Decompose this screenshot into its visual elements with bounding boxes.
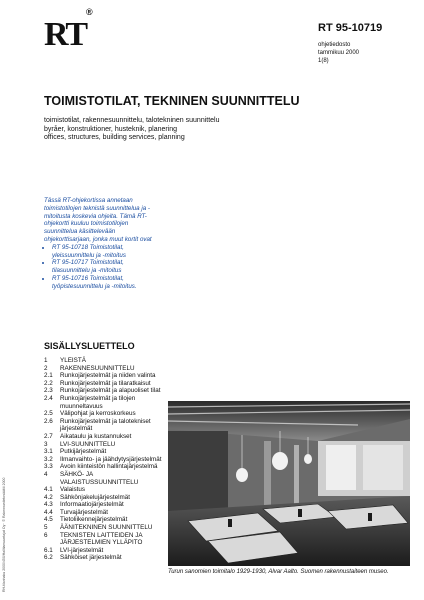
toc-item	[44, 554, 166, 562]
toc-item-number: 4.2	[44, 493, 53, 501]
toc-item	[44, 486, 166, 494]
toc-item-number: 3	[44, 440, 48, 448]
document-type: ohjetiedosto	[318, 42, 351, 48]
toc-item-text: Välipohjat ja kerroskorkeus	[60, 410, 136, 418]
toc-item-number: 2.5	[44, 410, 53, 418]
toc-item-text: Ilmanvaihto- ja jäähdytysjärjestelmät	[60, 455, 162, 463]
sidebar-print-info: RH-tilanhaku 2000/450/Hallitamuuntajat Oy · © Rakennustietosäätiö 2000	[2, 477, 6, 592]
toc-item-text: Valaistus	[60, 486, 86, 494]
toc-item-text: Runkojärjestelmät ja tilojen muunneltavuus	[60, 394, 136, 410]
toc-item-number: 3.1	[44, 448, 53, 456]
keywords-fi: toimistotilat, rakennesuunnittelu, talotekninen suunnittelu	[44, 117, 220, 124]
document-number: RT 95-10719	[318, 22, 383, 34]
document-date: tammikuu 2000	[318, 50, 360, 56]
toc-item	[44, 547, 166, 555]
toc-item-text: Informaatiojärjestelmät	[60, 501, 124, 509]
toc-item-text: Turvajärjestelmät	[60, 508, 109, 516]
toc-item	[44, 387, 166, 395]
toc-heading: SISÄLLYSLUETTELO	[44, 341, 135, 351]
toc-item-text: Runkojärjestelmät ja tilaratkaisut	[60, 379, 151, 387]
toc-item	[44, 509, 166, 517]
page-title: TOIMISTOTILAT, TEKNINEN SUUNNITTELU	[44, 94, 300, 108]
toc-item	[44, 395, 166, 410]
toc-item	[44, 418, 166, 433]
toc-item	[44, 433, 166, 441]
toc-item-number: 2.2	[44, 379, 53, 387]
toc-item-text: LVI-SUUNNITTELU	[60, 440, 116, 448]
toc-item	[44, 365, 166, 373]
toc-item-text: Runkojärjestelmät ja niiden valinta	[60, 372, 156, 380]
related-card: • RT 95-10718 Toimistotilat, yleissuunnittelu ja -mitoitus	[52, 244, 162, 260]
toc-item	[44, 494, 166, 502]
toc-item-number: 5	[44, 524, 48, 532]
keywords-sv: byråer, konstruktioner, husteknik, planering	[44, 125, 178, 133]
toc-item-text: Sähkönjakelujärjestelmät	[60, 493, 131, 501]
toc-item-text: ÄÄNITEKNINEN SUUNNITTELU	[60, 524, 153, 532]
toc-item	[44, 456, 166, 464]
toc-item-number: 1	[44, 357, 48, 364]
related-card: • RT 95-10717 Toimistotilat, tilasuunnittelu ja -mitoitus	[52, 259, 162, 275]
toc-item-text: Runkojärjestelmät ja talotekniset järjestelmät	[60, 417, 151, 433]
toc-item-number: 6.2	[44, 554, 53, 562]
table-of-contents	[44, 357, 166, 562]
toc-item-number: 6	[44, 531, 48, 539]
toc-item	[44, 380, 166, 388]
toc-item	[44, 372, 166, 380]
toc-item-text: Tietoliikennejärjestelmät	[60, 516, 128, 524]
page-count: 1(8)	[318, 58, 329, 64]
rt-logo: RT®	[44, 6, 91, 53]
toc-item-text: SÄHKÖ- JA VALAISTUSSUUNNITTELU	[60, 470, 139, 486]
photo-caption: Turun sanomien toimitalo 1929-1930, Alvar Aalto. Suomen rakennustaiteen museo.	[168, 569, 389, 575]
toc-item-number: 2.6	[44, 417, 53, 425]
toc-item-number: 4.4	[44, 508, 53, 516]
toc-item-text: Sähköiset järjestelmät	[60, 554, 122, 562]
toc-item	[44, 410, 166, 418]
toc-item	[44, 524, 166, 532]
document-meta	[318, 41, 359, 65]
office-interior-photo	[168, 401, 410, 566]
toc-item-text: LVI-järjestelmät	[60, 546, 104, 554]
toc-item	[44, 532, 166, 547]
toc-item-text: RAKENNESUUNNITTELU	[60, 364, 135, 372]
toc-item-text: TEKNISTEN LAITTEIDEN JA JÄRJESTELMIEN YLLÄPITO	[60, 531, 143, 547]
toc-item	[44, 448, 166, 456]
toc-item-number: 2.4	[44, 394, 53, 402]
toc-item-number: 2.1	[44, 372, 53, 380]
toc-item-number: 2.7	[44, 432, 53, 440]
intro-text	[44, 197, 162, 291]
toc-item-number: 2	[44, 364, 48, 372]
intro-paragraph: Tässä RT-ohjekortissa annetaan toimistotilojen teknistä suunnittelua ja -mitoitusta koskevia ohjeita. Tämä RT-ohjekortti kuuluu toimistotilojen suunnittelua käsittelevään ohjekorttisarjaan, jonka muut kortit ovat	[44, 197, 152, 243]
toc-item-number: 4	[44, 470, 48, 478]
toc-item-text: Putkijärjestelmät	[60, 448, 107, 456]
toc-item-text: Aikataulu ja kustannukset	[60, 432, 132, 440]
toc-item-number: 4.5	[44, 516, 53, 524]
toc-item-text: Runkojärjestelmät ja alapuoliset tilat	[60, 387, 161, 395]
toc-item-number: 6.1	[44, 546, 53, 554]
toc-item-text: YLEISTÄ	[60, 357, 86, 364]
toc-item-text: Avoin kiinteistön hallintajärjestelmä	[60, 463, 158, 471]
toc-item-number: 2.3	[44, 387, 53, 395]
toc-item	[44, 357, 166, 365]
toc-item-number: 4.3	[44, 501, 53, 509]
toc-item-number: 3.2	[44, 455, 53, 463]
toc-item-number: 3.3	[44, 463, 53, 471]
keywords	[44, 117, 304, 143]
toc-item	[44, 441, 166, 449]
toc-item	[44, 463, 166, 471]
related-card: • RT 95-10716 Toimistotilat, työpistesuunnittelu ja -mitoitus.	[52, 275, 162, 291]
toc-item-number: 4.1	[44, 486, 53, 494]
related-cards-list	[44, 244, 162, 291]
toc-item	[44, 516, 166, 524]
toc-item	[44, 471, 166, 486]
toc-item	[44, 501, 166, 509]
keywords-en: offices, structures, building services, planning	[44, 134, 185, 142]
